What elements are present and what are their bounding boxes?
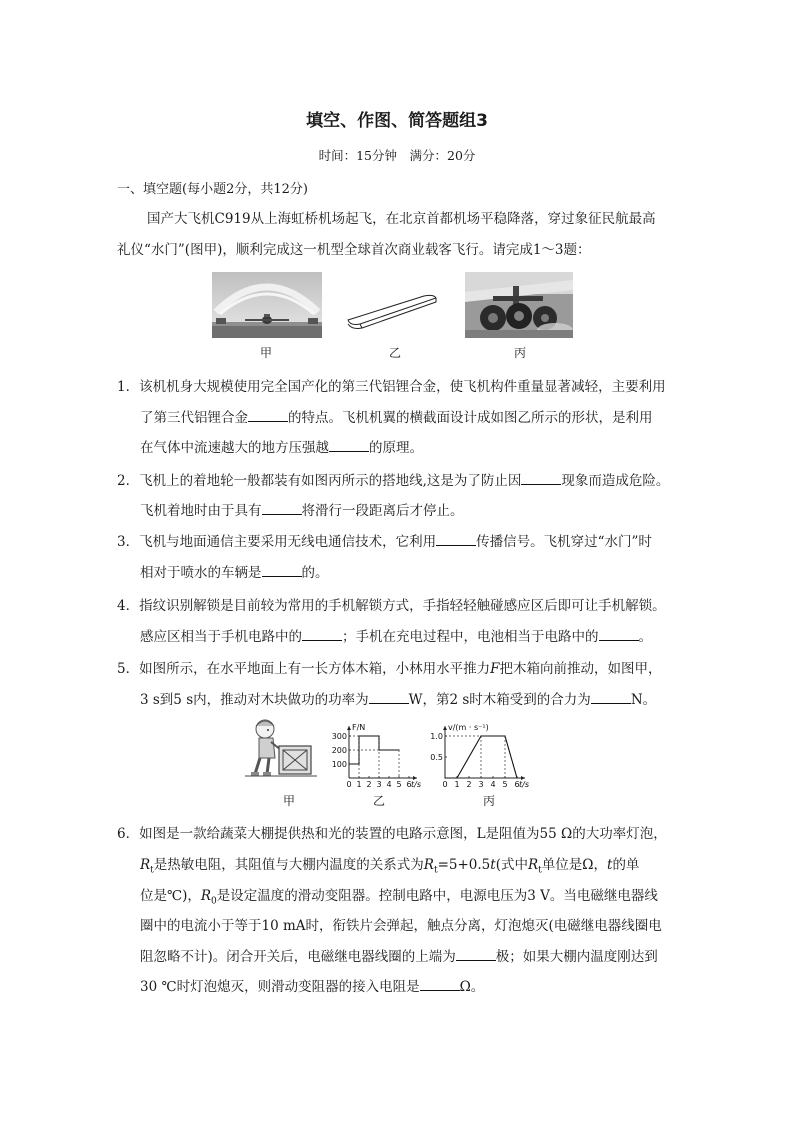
y-axis-arrow bbox=[443, 726, 447, 730]
q3-line-1: 3．飞机与地面通信主要采用无线电通信技术，它利用 传播信号。飞机穿过“水门”时 bbox=[117, 534, 652, 550]
x-tick-label: 2 bbox=[366, 780, 372, 789]
q5-line-2: 3 s到5 s内，推动对木块做功的功率为 W，第2 s时木箱受到的合力为 N。 bbox=[140, 692, 657, 708]
water-gate-photo bbox=[212, 272, 322, 338]
y-axis-label: v/(m · s⁻¹) bbox=[448, 723, 489, 732]
answer-blank[interactable] bbox=[521, 472, 561, 485]
x-tick-label: 6 bbox=[406, 780, 412, 789]
data-point bbox=[444, 777, 445, 778]
answer-blank[interactable] bbox=[262, 564, 302, 577]
q6-line-2: $R_t$是热敏电阻，其阻值与大棚内温度的关系式为$R_t=5+0.5t$(式中$R_t$单位是Ω，t的单 bbox=[140, 857, 640, 876]
x-tick-label: 4 bbox=[386, 780, 392, 789]
answer-blank[interactable] bbox=[420, 978, 460, 991]
intro-line-1: 国产大飞机C919从上海虹桥机场起飞，在北京首都机场平稳降落，穿过象征民航最高 bbox=[147, 211, 656, 227]
x-tick-label: 5 bbox=[502, 780, 508, 789]
intro-line-2: 礼仪“水门”(图甲)，顺利完成这一机型全球首次商业载客飞行。请完成1～3题： bbox=[117, 242, 591, 258]
answer-blank[interactable] bbox=[456, 948, 496, 961]
figure-2 bbox=[245, 714, 535, 810]
q1-line-1: 1．该机机身大规模使用完全国产化的第三代铝锂合金，使飞机构件重量显著减轻，主要利用 bbox=[117, 379, 666, 395]
x-tick-label: 0 bbox=[442, 780, 448, 789]
q5-line-1: 5．如图所示，在水平地面上有一长方体木箱，小林用水平推力F把木箱向前推动，如图甲， bbox=[117, 661, 662, 677]
data-point bbox=[516, 777, 517, 778]
x-tick-label: 1 bbox=[454, 780, 460, 789]
figure-1-label-b: 乙 bbox=[389, 346, 402, 360]
q6-line-4: 圈中的电流小于等于10 mA时，衔铁片会弹起，触点分离，灯泡熄灭(电磁继电器线圈电 bbox=[140, 918, 662, 934]
answer-blank[interactable] bbox=[248, 409, 288, 422]
x-tick-label: 3 bbox=[376, 780, 382, 789]
q6-line-3: 位是℃)，$R_0$是设定温度的滑动变阻器。控制电路中，电源电压为3 V。当电磁继电器线 bbox=[140, 888, 658, 907]
y-tick-label: 0.5 bbox=[430, 753, 443, 762]
q1-line-2: 了第三代铝锂合金 的特点。飞机机翼的横截面设计成如图乙所示的形状，是利用 bbox=[140, 410, 653, 426]
person-pushing-box-drawing bbox=[245, 714, 317, 786]
x-axis-label: t/s bbox=[519, 780, 529, 789]
y-tick-label: 1.0 bbox=[430, 732, 443, 741]
figure-2-label-c: 丙 bbox=[483, 794, 496, 808]
y-axis-label: F/N bbox=[352, 723, 366, 732]
figure-1 bbox=[212, 272, 582, 362]
x-axis-label: t/s bbox=[411, 780, 421, 789]
answer-blank[interactable] bbox=[369, 691, 409, 704]
section-heading: 一、填空题(每小题2分，共12分) bbox=[117, 182, 308, 197]
q1-line-3: 在气体中流速越大的地方压强越 的原理。 bbox=[140, 440, 423, 456]
page-subtitle: 时间：15分钟 满分：20分 bbox=[318, 148, 476, 163]
answer-blank[interactable] bbox=[436, 533, 476, 546]
page-title: 填空、作图、简答题组3 bbox=[306, 111, 488, 131]
y-tick-label: 200 bbox=[331, 746, 347, 755]
figure-1-label-c: 丙 bbox=[514, 346, 527, 360]
answer-blank[interactable] bbox=[329, 439, 369, 452]
y-tick-label: 300 bbox=[331, 732, 347, 741]
data-point bbox=[348, 763, 349, 764]
x-tick-label: 0 bbox=[346, 780, 352, 789]
figure-2-label-a: 甲 bbox=[283, 794, 296, 808]
y-axis-arrow bbox=[347, 726, 351, 730]
landing-gear-photo bbox=[465, 272, 573, 338]
wing-cross-section bbox=[342, 290, 442, 330]
q6-line-5: 阻忽略不计)。闭合开关后，电磁继电器线圈的上端为 极；如果大棚内温度刚达到 bbox=[140, 949, 658, 965]
x-tick-label: 4 bbox=[490, 780, 496, 789]
q2-line-1: 2．飞机上的着地轮一般都装有如图丙所示的搭地线,这是为了防止因 现象而造成危险。 bbox=[117, 473, 670, 489]
x-tick-label: 1 bbox=[356, 780, 362, 789]
x-tick-label: 6 bbox=[514, 780, 520, 789]
data-point bbox=[456, 777, 457, 778]
q6-line-1: 6．如图是一款给蔬菜大棚提供热和光的装置的电路示意图，L是阻值为55 Ω的大功率灯泡， bbox=[117, 826, 667, 842]
figure-1-label-a: 甲 bbox=[260, 346, 273, 360]
answer-blank[interactable] bbox=[302, 628, 342, 641]
x-tick-label: 2 bbox=[466, 780, 472, 789]
answer-blank[interactable] bbox=[599, 628, 639, 641]
y-tick-label: 100 bbox=[331, 760, 347, 769]
q2-line-2: 飞机着地时由于具有 将滑行一段距离后才停止。 bbox=[140, 503, 464, 519]
answer-blank[interactable] bbox=[591, 691, 631, 704]
q4-line-2: 感应区相当于手机电路中的 ；手机在充电过程中，电池相当于电路中的 。 bbox=[140, 629, 652, 645]
velocity-time-graph bbox=[423, 714, 535, 794]
figure-2-label-b: 乙 bbox=[373, 794, 386, 808]
force-time-graph bbox=[323, 714, 423, 794]
x-tick-label: 5 bbox=[396, 780, 402, 789]
answer-blank[interactable] bbox=[262, 502, 302, 515]
x-tick-label: 3 bbox=[478, 780, 484, 789]
q4-line-1: 4．指纹识别解锁是目前较为常用的手机解锁方式，手指轻轻触碰感应区后即可让手机解锁。 bbox=[117, 598, 666, 614]
q3-line-2: 相对于喷水的车辆是 的。 bbox=[140, 565, 329, 581]
q6-line-6: 30 ℃时灯泡熄灭，则滑动变阻器的接入电阻是 Ω。 bbox=[140, 979, 485, 995]
